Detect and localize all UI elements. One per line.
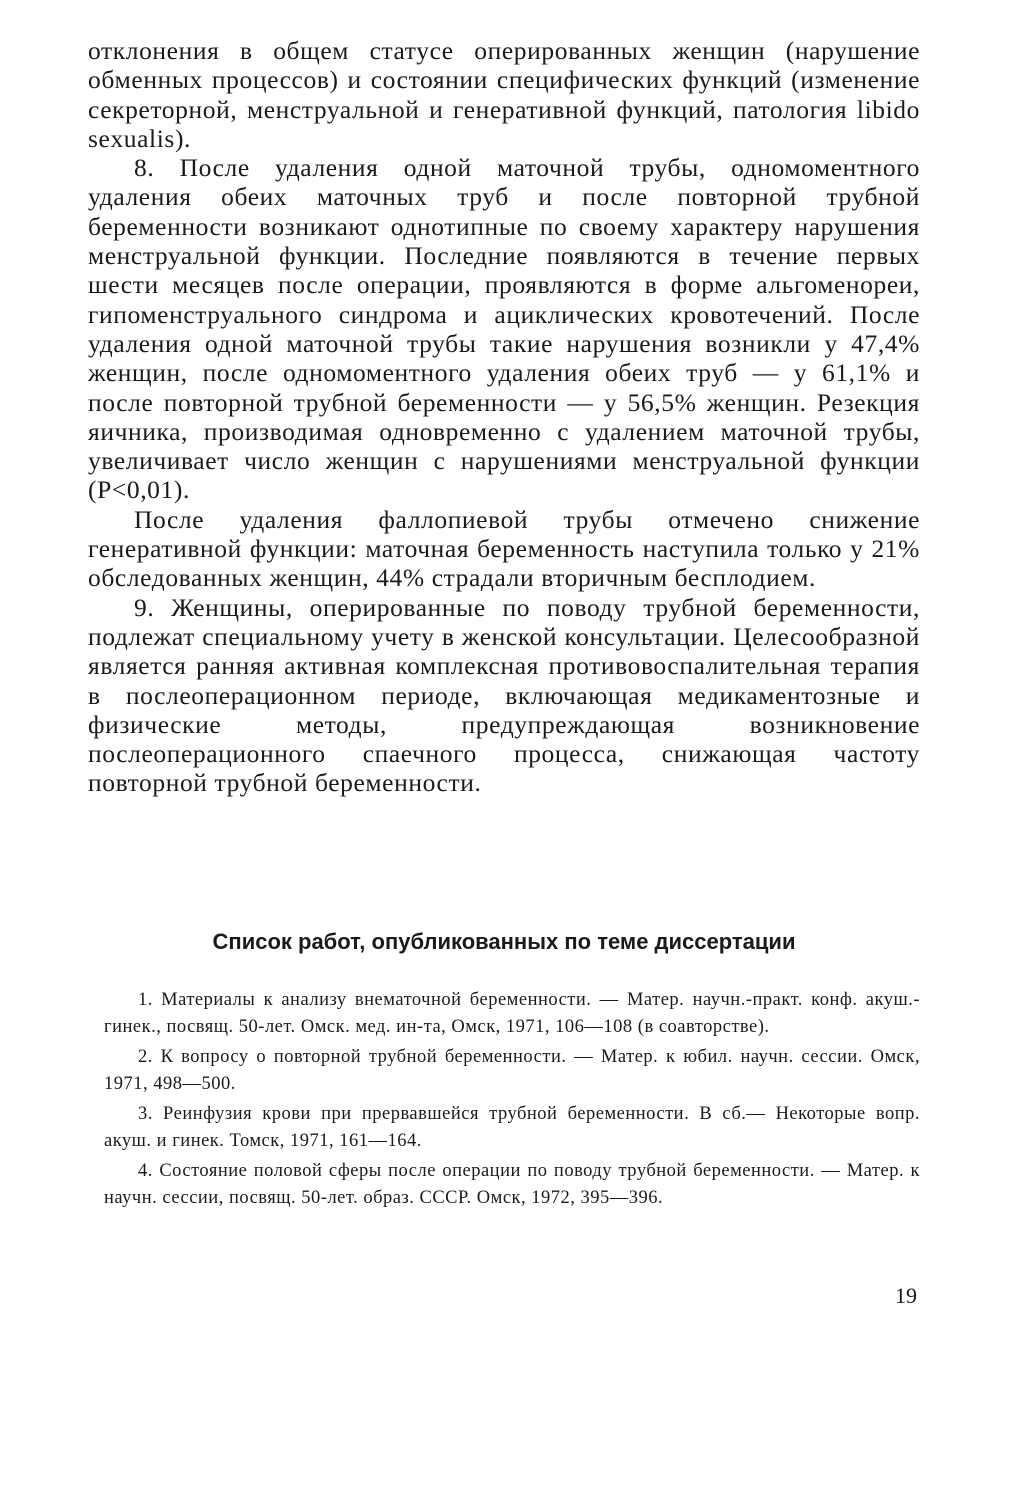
paragraph-generative-function: После удаления фаллопиевой трубы отмечено снижение генеративной функции: маточная беременность наступила только у 21% обследованных женщин, 44% страдали вторичным бесплодием. <box>88 504 920 593</box>
reference-item: 4. Состояние половой сферы после операции по поводу трубной беременности. — Матер. к научн. сессии, посвящ. 50-лет. образ. СССР. Омск, 1972, 395—396. <box>104 1161 920 1208</box>
references-heading: Список работ, опубликованных по теме диссертации <box>212 929 796 954</box>
paragraph-continuation: отклонения в общем статусе оперированных женщин (нарушение обменных процессов) и состоянии специфических функций (изменение секреторной, менструальной и генеративной функций, патология libido sexualis). <box>88 36 920 153</box>
page-number: 19 <box>895 1283 917 1308</box>
reference-item: 1. Материалы к анализу внематочной беременности. — Матер. научн.-практ. конф. акуш.-гинек., посвящ. 50-лет. Омск. мед. ин-та, Омск, 1971, 106—108 (в соавторстве). <box>104 990 920 1037</box>
references-list <box>104 987 920 1215</box>
paragraph-item-8: 8. После удаления одной маточной трубы, одномоментного удаления обеих маточных труб и после повторной трубной беременности возникают однотипные по своему характеру нарушения менструальной функции. Последние появляются в течение первых шести месяцев после операции, проявляются в форме альгоменореи, гипоменструального синдрома и ациклических кровотечений. После удаления одной маточной трубы такие нарушения возникли у 47,4% женщин, после одномоментного удаления обеих труб — у 61,1% и после повторной трубной беременности — у 56,5% женщин. Резекция яичника, производимая одновременно с удалением маточной трубы, увеличивает число женщин с нарушениями менструальной функции (Р<0,01). <box>88 153 920 505</box>
reference-item: 3. Реинфузия крови при прервавшейся трубной беременности. В сб.— Некоторые вопр. акуш. и гинек. Томск, 1971, 161—164. <box>104 1104 920 1151</box>
paragraph-item-9: 9. Женщины, оперированные по поводу трубной беременности, подлежат специальному учету в женской консультации. Целесообразной является ранняя активная комплексная противовоспалительная терапия в послеоперационном периоде, включающая медикаментозные и физические методы, предупреждающая возникновение послеоперационного спаечного процесса, снижающая частоту повторной трубной беременности. <box>88 592 920 798</box>
body-text <box>88 36 920 798</box>
reference-item: 2. К вопросу о повторной трубной беременности. — Матер. к юбил. научн. сессии. Омск, 1971, 498—500. <box>104 1047 920 1094</box>
